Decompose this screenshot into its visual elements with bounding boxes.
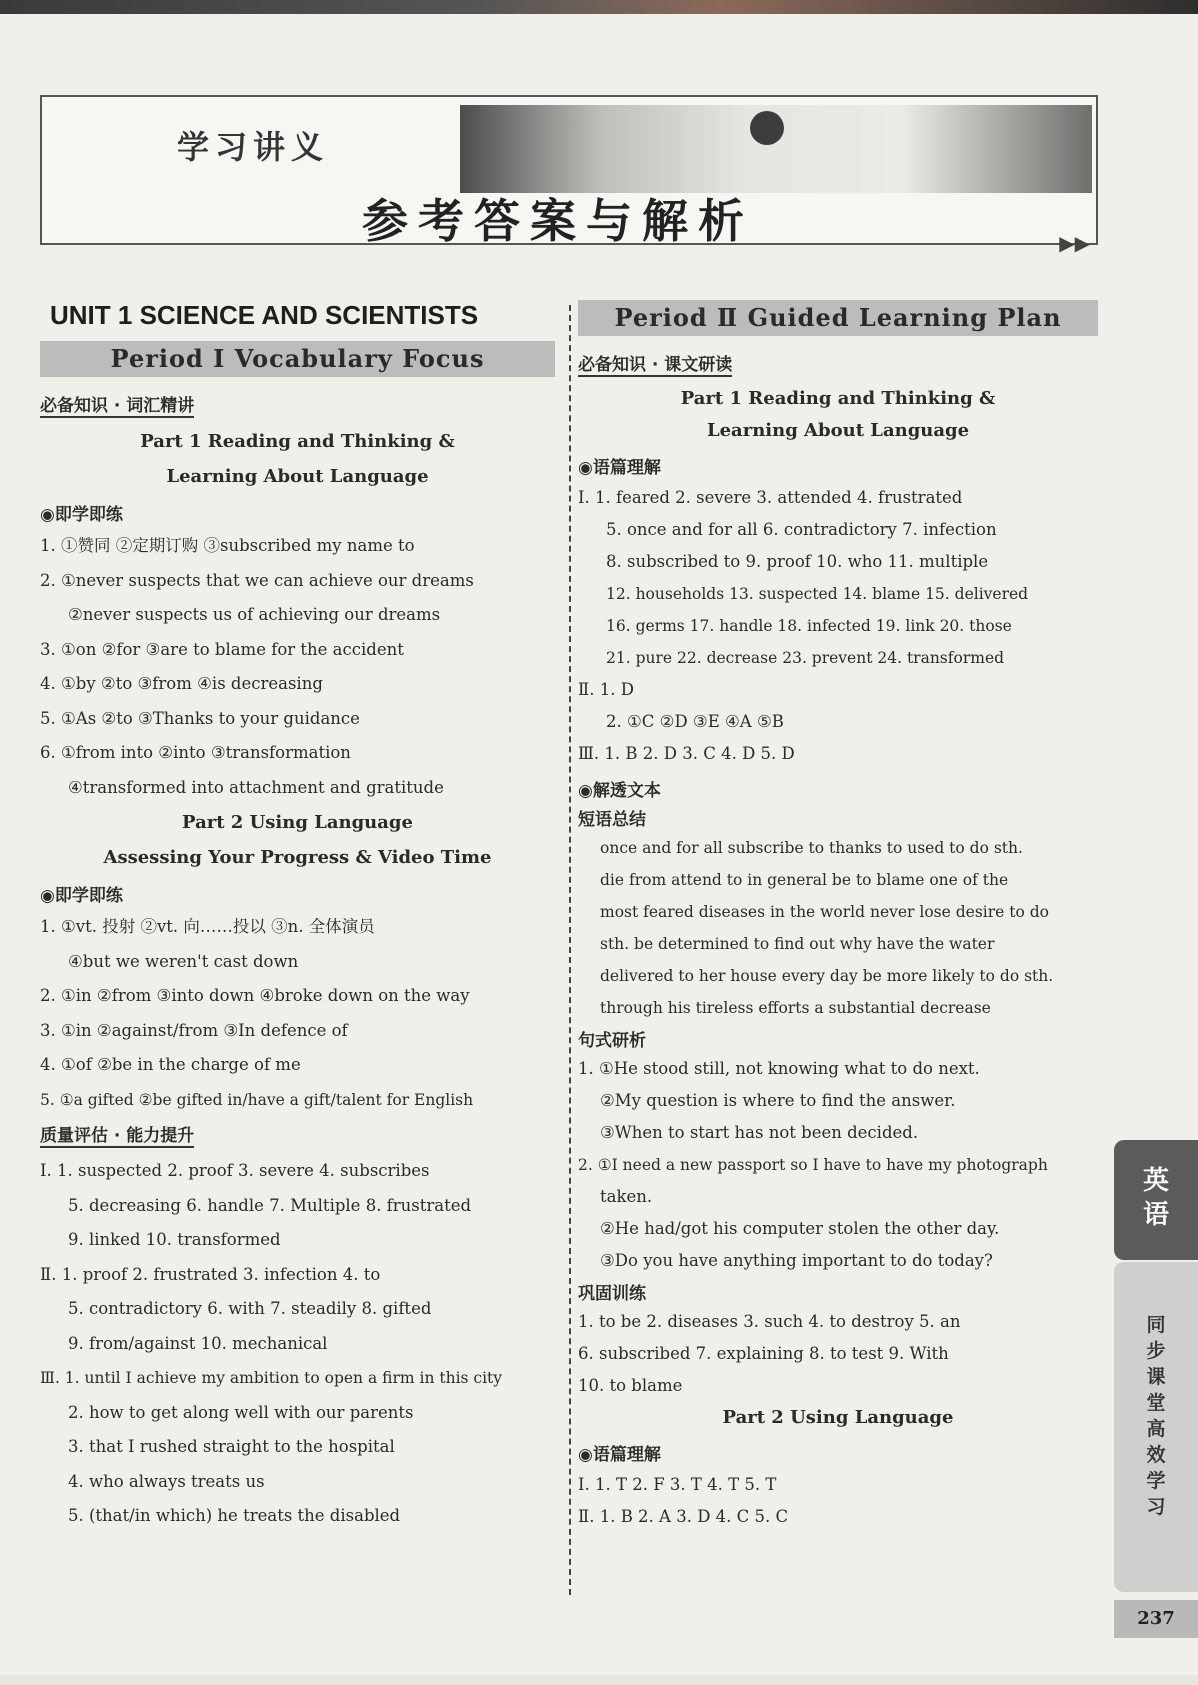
answer-line: 6. ①from into ②into ③transformation xyxy=(40,743,351,762)
part-title: Learning About Language xyxy=(706,420,970,441)
phrase-line: most feared diseases in the world never lose desire to do xyxy=(600,903,1049,921)
answer-line: 3. ①in ②against/from ③In defence of xyxy=(40,1020,348,1040)
right-column xyxy=(578,300,1098,1533)
subsection-heading: 短语总结 xyxy=(578,810,646,830)
answer-line: 9. linked 10. transformed xyxy=(68,1230,281,1249)
answer-line: 9. from/against 10. mechanical xyxy=(68,1333,328,1353)
sentence-line: 2. ①I need a new passport so I have to have my photograph xyxy=(578,1156,1048,1174)
phrase-line: through his tireless efforts a substantial decrease xyxy=(600,999,991,1017)
left-column xyxy=(40,300,555,1534)
header-banner xyxy=(40,95,1098,255)
part-title: Part 1 Reading and Thinking & xyxy=(140,431,455,452)
subject-label: 英语 xyxy=(1142,1166,1169,1230)
section-heading: 必备知识 · 课文研读 xyxy=(578,350,732,377)
answer-line: Ⅰ. 1. feared 2. severe 3. attended 4. frustrated xyxy=(578,488,963,507)
answer-line: 1. ①vt. 投射 ②vt. 向……投以 ③n. 全体演员 xyxy=(40,917,375,936)
subject-tab xyxy=(1114,1140,1198,1260)
exercise-heading: ◉即学即练 xyxy=(40,886,123,906)
answer-line: 3. that I rushed straight to the hospital xyxy=(68,1437,395,1456)
answer-line: 2. ①in ②from ③into down ④broke down on the way xyxy=(40,986,470,1005)
answer-line: 5. decreasing 6. handle 7. Multiple 8. frustrated xyxy=(68,1195,472,1215)
answer-line: Ⅱ. 1. B 2. A 3. D 4. C 5. C xyxy=(578,1507,789,1526)
answer-line: 5. once and for all 6. contradictory 7. infection xyxy=(606,520,997,539)
answer-line: Ⅰ. 1. T 2. F 3. T 4. T 5. T xyxy=(578,1475,777,1494)
series-label: 同步课堂 高效学习 xyxy=(1146,1314,1166,1518)
exercise-heading: ◉解透文本 xyxy=(578,781,661,801)
sentence-line: 1. ①He stood still, not knowing what to do next. xyxy=(578,1059,980,1078)
sentence-line: ②My question is where to find the answer. xyxy=(600,1091,956,1110)
exercise-heading: ◉即学即练 xyxy=(40,505,123,525)
answer-line: 1. ①赞同 ②定期订购 ③subscribed my name to xyxy=(40,536,415,555)
answer-line: 10. to blame xyxy=(578,1376,683,1395)
banner-subtitle: 学习讲义 xyxy=(177,128,330,166)
unit-title: UNIT 1 SCIENCE AND SCIENTISTS xyxy=(50,300,479,330)
answer-line: Ⅲ. 1. B 2. D 3. C 4. D 5. D xyxy=(578,744,795,763)
period-heading: Period Ⅰ Vocabulary Focus xyxy=(40,341,555,377)
phrase-line: die from attend to in general be to blame one of the xyxy=(600,871,1009,889)
answer-line: 5. ①As ②to ③Thanks to your guidance xyxy=(40,708,360,728)
answer-line: 2. ①never suspects that we can achieve our dreams xyxy=(40,570,474,590)
answer-line: ④transformed into attachment and gratitude xyxy=(68,777,444,797)
sentence-line: ③Do you have anything important to do today? xyxy=(600,1251,993,1270)
section-heading: 质量评估 · 能力提升 xyxy=(40,1121,194,1148)
answer-line: 2. ①C ②D ③E ④A ⑤B xyxy=(606,712,784,731)
subsection-heading: 巩固训练 xyxy=(578,1284,646,1304)
part-title: Part 2 Using Language xyxy=(182,812,413,833)
answer-line: ④but we weren't cast down xyxy=(68,951,299,971)
page-number: 237 xyxy=(1114,1600,1198,1638)
answer-line: 6. subscribed 7. explaining 8. to test 9. With xyxy=(578,1344,949,1363)
answer-line: 16. germs 17. handle 18. infected 19. link 20. those xyxy=(606,617,1012,635)
part-title: Part 2 Using Language xyxy=(722,1407,954,1428)
part-title: Learning About Language xyxy=(166,466,429,487)
column-divider xyxy=(569,305,571,1595)
phrase-line: delivered to her house every day be more likely to do sth. xyxy=(600,967,1054,985)
ink-painting-illustration xyxy=(460,105,1092,193)
answer-line: 4. ①of ②be in the charge of me xyxy=(40,1055,301,1074)
exercise-heading: ◉语篇理解 xyxy=(578,458,661,478)
answer-line: 21. pure 22. decrease 23. prevent 24. transformed xyxy=(606,649,1005,667)
part-title: Assessing Your Progress & Video Time xyxy=(103,847,492,868)
part-title: Part 1 Reading and Thinking & xyxy=(680,388,996,409)
answer-line: ②never suspects us of achieving our dreams xyxy=(68,605,441,624)
subsection-heading: 句式研析 xyxy=(578,1031,646,1051)
sentence-line: ②He had/got his computer stolen the other day. xyxy=(600,1219,1000,1238)
phrase-line: sth. be determined to find out why have the water xyxy=(600,935,995,953)
answer-line: Ⅲ. 1. until I achieve my ambition to open a firm in this city xyxy=(40,1369,503,1387)
exercise-heading: ◉语篇理解 xyxy=(578,1445,661,1465)
bottom-edge xyxy=(0,1675,1198,1685)
answer-line: 5. contradictory 6. with 7. steadily 8. gifted xyxy=(68,1299,432,1318)
sentence-line: taken. xyxy=(600,1187,653,1206)
answer-line: 4. ①by ②to ③from ④is decreasing xyxy=(40,674,323,693)
phrase-line: once and for all subscribe to thanks to used to do sth. xyxy=(600,839,1023,857)
page-title: 参考答案与解析 xyxy=(362,194,754,248)
answer-line: 1. to be 2. diseases 3. such 4. to destroy 5. an xyxy=(578,1312,961,1331)
answer-line: 4. who always treats us xyxy=(68,1471,265,1491)
answer-line: 2. how to get along well with our parents xyxy=(68,1402,414,1422)
answer-line: 3. ①on ②for ③are to blame for the accident xyxy=(40,639,404,659)
top-edge-bar xyxy=(0,0,1198,14)
double-arrow-icon: ▶▶ xyxy=(1059,231,1090,255)
answer-line: 8. subscribed to 9. proof 10. who 11. multiple xyxy=(606,552,989,571)
section-heading: 必备知识 · 词汇精讲 xyxy=(40,391,194,418)
answer-line: 12. households 13. suspected 14. blame 15. delivered xyxy=(606,585,1029,603)
answer-line: Ⅱ. 1. D xyxy=(578,680,634,699)
sun-icon xyxy=(750,111,784,145)
period-heading: Period Ⅱ Guided Learning Plan xyxy=(578,300,1098,336)
sentence-line: ③When to start has not been decided. xyxy=(600,1123,919,1142)
series-tab xyxy=(1114,1262,1198,1592)
answer-line: 5. ①a gifted ②be gifted in/have a gift/talent for English xyxy=(40,1090,474,1109)
answer-line: Ⅱ. 1. proof 2. frustrated 3. infection 4. to xyxy=(40,1264,381,1284)
answer-line: 5. (that/in which) he treats the disabled xyxy=(68,1506,401,1525)
answer-line: Ⅰ. 1. suspected 2. proof 3. severe 4. subscribes xyxy=(40,1161,430,1180)
